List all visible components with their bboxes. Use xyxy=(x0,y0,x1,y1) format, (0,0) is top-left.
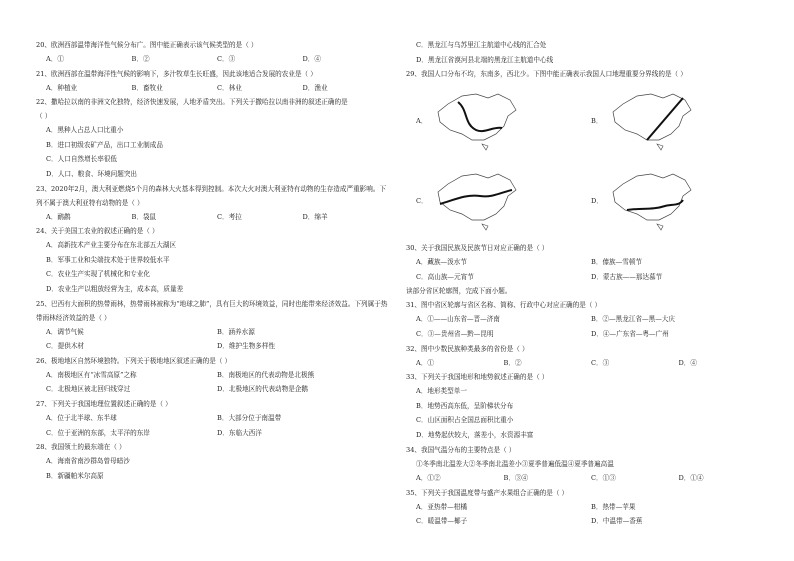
options-row xyxy=(36,210,388,225)
option-a[interactable]: A．地形类型单一 xyxy=(416,387,467,396)
option-c[interactable]: C．③—贵州省—黔—昆明 xyxy=(416,329,494,338)
reading-intro: 读部分省区轮廓图，完成下面小题。 xyxy=(406,287,512,296)
option-a[interactable]: A．藏族—泼水节 xyxy=(416,258,467,267)
map-option-b[interactable] xyxy=(591,81,766,161)
option-b[interactable]: B．② xyxy=(503,358,522,367)
option-d[interactable]: D．东临大西洋 xyxy=(217,428,262,437)
option-a[interactable]: A．南极地区有“冰雪高原”之称 xyxy=(46,370,137,379)
option-d[interactable]: D．维护生物多样性 xyxy=(217,342,276,351)
options-row xyxy=(36,411,388,426)
question-21 xyxy=(36,67,388,96)
option-c[interactable]: C．北极地区被北回归线穿过 xyxy=(46,385,131,394)
question-stem: 35、下列关于我国温度带与盛产水果组合正确的是（ ） xyxy=(406,488,569,497)
option-d[interactable]: D．④ xyxy=(302,55,321,63)
option-b[interactable]: B．南极地区的代表动物是北极熊 xyxy=(217,370,315,379)
option-d[interactable]: D．绵羊 xyxy=(302,212,328,221)
options-row xyxy=(406,514,766,529)
option-label: B． xyxy=(591,116,603,125)
options-row xyxy=(406,500,766,515)
question-stem: 20、欧洲西部温带海洋性气候分布广。图中能正确表示该气候类型的是（ ） xyxy=(36,41,258,49)
options-row xyxy=(36,426,388,441)
option-d[interactable]: D．黑龙江省漠河县北端的黑龙江主航道中心线 xyxy=(416,55,554,64)
option-a[interactable]: A．亚热带—柑橘 xyxy=(416,502,467,511)
option-d[interactable]: D．中温带—香蕉 xyxy=(591,517,643,526)
china-map-icon xyxy=(607,170,697,232)
option-d[interactable]: D．北极地区的代表动物是企鹅 xyxy=(217,385,309,394)
option-c[interactable]: C．高山族—元宵节 xyxy=(416,272,474,281)
map-option-c[interactable] xyxy=(416,161,591,241)
option-label: A． xyxy=(416,116,428,125)
question-stem: 22、撒哈拉以南的非洲文化独特，经济快速发展，人地矛盾突出。下列关于撒哈拉以南非洲的叙述正确的是 xyxy=(36,98,348,107)
option-b[interactable]: B．袋鼠 xyxy=(131,212,157,221)
option-c[interactable]: C．③ xyxy=(591,358,610,367)
option-a[interactable]: A．鸸鹋 xyxy=(46,212,71,221)
question-28-continued xyxy=(406,38,766,67)
option-d[interactable]: D．蒙古族——那达慕节 xyxy=(591,272,663,281)
question-25 xyxy=(36,297,388,354)
question-20 xyxy=(36,38,388,67)
option-c[interactable]: C．考拉 xyxy=(217,212,242,221)
options-row xyxy=(406,270,766,285)
question-28 xyxy=(36,440,388,483)
map-option-a[interactable] xyxy=(416,81,591,161)
question-34 xyxy=(406,443,766,486)
options-row xyxy=(406,471,766,486)
options-row xyxy=(406,255,766,270)
question-stem: 33、下列关于我国地形和地势叙述正确的是（ ） xyxy=(406,373,549,382)
options-row xyxy=(36,368,388,383)
question-26 xyxy=(36,354,388,397)
option-c[interactable]: C．③ xyxy=(217,55,236,63)
option-label: D． xyxy=(591,196,603,205)
option-b[interactable]: B．② xyxy=(131,55,150,63)
options-row xyxy=(36,339,388,354)
options-row xyxy=(406,312,766,327)
option-d[interactable]: D．人口、粮食、环境问题突出 xyxy=(46,169,138,178)
option-a[interactable]: A．位于北半球、东半球 xyxy=(46,413,117,422)
option-c[interactable]: C．黑龙江与乌苏里江主航道中心线的汇合处 xyxy=(416,41,547,49)
option-label: C． xyxy=(416,196,428,205)
question-stem: 28、我国领土的最东端在（ ） xyxy=(36,443,126,452)
option-b[interactable]: B．傣族—雪顿节 xyxy=(591,258,643,267)
map-options-grid xyxy=(406,81,766,241)
option-b[interactable]: B．畜牧业 xyxy=(131,83,163,92)
question-stem: 31、图中省区轮廓与省区名称、简称、行政中心对应正确的是（ ） xyxy=(406,301,602,310)
option-b[interactable]: B．军事工业和尖端技术处于世界较低水平 xyxy=(46,255,170,264)
question-stem: 27、下列关于我国地理位置叙述正确的是（ ） xyxy=(36,399,172,408)
option-a[interactable]: A．① xyxy=(46,55,64,63)
option-a[interactable]: A．高新技术产业主要分布在东北部五大湖区 xyxy=(46,241,177,250)
map-option-d[interactable] xyxy=(591,161,766,241)
question-stem: 24、关于美国工农业的叙述正确的是（ ） xyxy=(36,227,159,236)
question-30 xyxy=(406,241,766,284)
question-stem: 34、我国气温分布的主要特点是（ ） xyxy=(406,445,516,454)
option-c[interactable]: C．①③ xyxy=(591,474,616,483)
option-a[interactable]: A．黑种人占总人口比重小 xyxy=(46,126,124,135)
china-map-icon xyxy=(432,170,522,232)
option-a[interactable]: A．种植业 xyxy=(46,83,78,92)
option-b[interactable]: B．地势西高东低，呈阶梯状分布 xyxy=(416,401,514,410)
question-24 xyxy=(36,224,388,296)
question-31 xyxy=(406,298,766,341)
question-stem: 32、图中少数民族种类最多的省份是（ ） xyxy=(406,344,529,353)
options-row xyxy=(36,52,388,67)
option-d[interactable]: D．渔业 xyxy=(302,83,328,92)
option-a[interactable]: A．① xyxy=(416,358,434,367)
china-map-icon xyxy=(607,90,697,152)
option-c[interactable]: C．人口自然增长率很低 xyxy=(46,155,117,164)
question-35 xyxy=(406,486,766,529)
question-stem: 25、巴西有大面积的热带雨林，热带雨林被称为“地球之肺”，具有巨大的环境效益，同时也能带来经济效益。下列属于热带雨林经济效益的是（ ） xyxy=(36,299,388,322)
option-b[interactable]: B．新疆帕米尔高原 xyxy=(46,471,104,480)
options-row xyxy=(36,325,388,340)
question-stem-cont: （ ） xyxy=(36,112,52,121)
option-a[interactable]: A．①——山东省—晋—济南 xyxy=(416,315,500,324)
option-b[interactable]: B．涵养水源 xyxy=(217,327,255,336)
question-32 xyxy=(406,342,766,371)
option-b[interactable]: B．大部分位于南温带 xyxy=(217,413,282,422)
option-d[interactable]: D．地势起伏较大，落差小，水资源丰富 xyxy=(416,430,534,439)
option-d[interactable]: D．①④ xyxy=(678,474,704,483)
china-map-icon xyxy=(432,90,522,152)
question-23 xyxy=(36,182,388,225)
option-b[interactable]: B．②—黑龙江省—黑—大庆 xyxy=(591,315,675,324)
option-a[interactable]: A．调节气候 xyxy=(46,327,84,336)
option-c[interactable]: C．位于亚洲的东部，太平洋的东岸 xyxy=(46,428,150,437)
option-d[interactable]: D．④—广东省—粤—广州 xyxy=(591,329,669,338)
options-row xyxy=(406,356,766,371)
options-row xyxy=(36,81,388,96)
option-d[interactable]: D．④ xyxy=(678,358,697,367)
option-d[interactable]: D．农业生产以粗放经营为主，成本高，质量差 xyxy=(46,284,184,293)
option-c[interactable]: C．农业生产实现了机械化和专业化 xyxy=(46,270,150,279)
right-column xyxy=(406,38,766,529)
option-a[interactable]: A．①② xyxy=(416,474,441,483)
question-stem: 30、关于我国民族及民族节日对应正确的是（ ） xyxy=(406,244,549,253)
question-27 xyxy=(36,397,388,440)
options-row xyxy=(36,382,388,397)
question-stem: 21、欧洲西部在温带海洋性气候的影响下，多汁牧草生长旺盛，因此该地适合发展的农业是（ ） xyxy=(36,69,317,78)
option-b[interactable]: B．热带—苹果 xyxy=(591,502,636,511)
option-c[interactable]: C．林业 xyxy=(217,83,242,92)
question-33 xyxy=(406,370,766,442)
left-column xyxy=(36,38,388,483)
option-c[interactable]: C．山区面积占全国总面积比重小 xyxy=(416,416,514,425)
options-row xyxy=(406,327,766,342)
option-a[interactable]: A．海南省南沙群岛曾母暗沙 xyxy=(46,457,130,466)
question-stem: 29、我国人口分布不均，东南多，西北少。下图中能正确表示我国人口地理重要分界线的是（ ） xyxy=(406,70,687,79)
question-stem: 26、极地地区自然环境独特。下列关于极地地区叙述正确的是（ ） xyxy=(36,356,232,365)
option-c[interactable]: C．暖温带—椰子 xyxy=(416,517,468,526)
option-b[interactable]: B．进口初级农矿产品，出口工业制成品 xyxy=(46,140,163,149)
question-22 xyxy=(36,95,388,181)
statement-list: ①冬季南北温差大②冬季南北温差小③夏季普遍低温④夏季普遍高温 xyxy=(416,459,614,468)
option-c[interactable]: C．提供木材 xyxy=(46,342,85,351)
question-stem: 23、2020年2月，澳大利亚燃烧5个月的森林大火基本得到控制。本次大火对澳大利亚特有动物的生存造成严重影响。下列不属于澳大利亚特有动物的是（ ） xyxy=(36,184,387,207)
option-b[interactable]: B．③④ xyxy=(503,474,529,483)
question-29 xyxy=(406,67,766,241)
